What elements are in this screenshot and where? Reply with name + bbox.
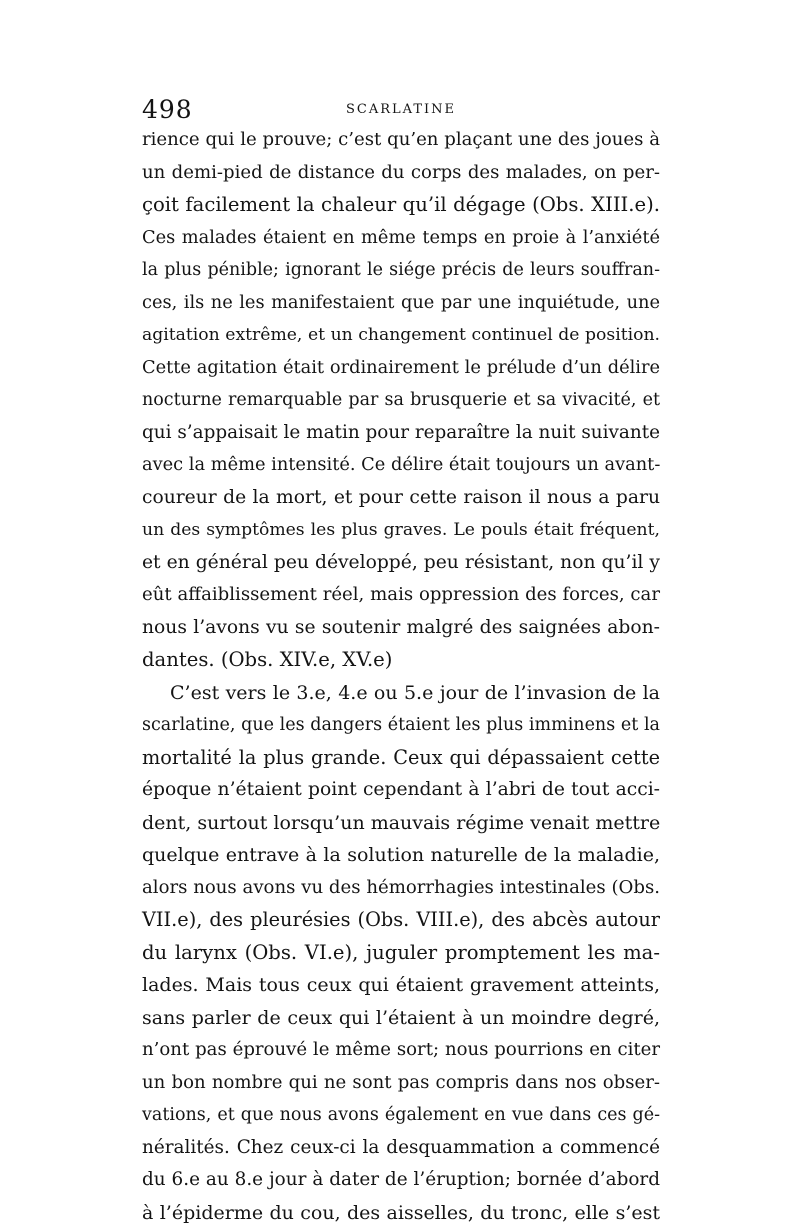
- text-line: du larynx (Obs. VI.e), juguler promptement les ma-: [142, 937, 660, 970]
- text-line: un demi-pied de distance du corps des malades, on per-: [142, 157, 660, 190]
- text-line: Ces malades étaient en même temps en proie à l’anxiété: [142, 222, 660, 255]
- text-line: agitation extrême, et un changement continuel de position.: [142, 319, 660, 352]
- body-text: [142, 124, 660, 1229]
- text-line: époque n’étaient point cependant à l’abri de tout acci-: [142, 774, 660, 807]
- text-line: dent, surtout lorsqu’un mauvais régime venait mettre: [142, 807, 660, 840]
- text-line: lades. Mais tous ceux qui étaient gravement atteints,: [142, 969, 660, 1002]
- text-line: la plus pénible; ignorant le siége précis de leurs souffran-: [142, 254, 660, 287]
- text-line: un bon nombre qui ne sont pas compris dans nos obser-: [142, 1067, 660, 1100]
- text-line: et en général peu développé, peu résistant, non qu’il y: [142, 547, 660, 580]
- running-head: SCARLATINE: [142, 100, 660, 120]
- text-line: du 6.e au 8.e jour à dater de l’éruption; bornée d’abord: [142, 1164, 660, 1197]
- text-line: nocturne remarquable par sa brusquerie et sa vivacité, et: [142, 384, 660, 417]
- text-line: un des symptômes les plus graves. Le pouls était fréquent,: [142, 514, 660, 547]
- text-line: n’ont pas éprouvé le même sort; nous pourrions en citer: [142, 1034, 660, 1067]
- text-line: sans parler de ceux qui l’étaient à un moindre degré,: [142, 1002, 660, 1035]
- text-line: avec la même intensité. Ce délire était toujours un avant-: [142, 449, 660, 482]
- text-line: quelque entrave à la solution naturelle de la maladie,: [142, 839, 660, 872]
- page-header: [142, 94, 660, 126]
- text-line: ces, ils ne les manifestaient que par une inquiétude, une: [142, 287, 660, 320]
- text-line: qui s’appaisait le matin pour reparaître la nuit suivante: [142, 417, 660, 450]
- text-line: C’est vers le 3.e, 4.e ou 5.e jour de l’invasion de la: [142, 677, 660, 710]
- text-line: VII.e), des pleurésies (Obs. VIII.e), des abcès autour: [142, 904, 660, 937]
- text-line: mortalité la plus grande. Ceux qui dépassaient cette: [142, 742, 660, 775]
- text-line: à l’épiderme du cou, des aisselles, du tronc, elle s’est: [142, 1197, 660, 1229]
- text-line: eût affaiblissement réel, mais oppression des forces, car: [142, 579, 660, 612]
- text-line: néralités. Chez ceux-ci la desquammation a commencé: [142, 1132, 660, 1165]
- text-line: dantes. (Obs. XIV.e, XV.e): [142, 644, 660, 677]
- text-line: alors nous avons vu des hémorrhagies intestinales (Obs.: [142, 872, 660, 905]
- text-line: nous l’avons vu se soutenir malgré des saignées abon-: [142, 612, 660, 645]
- text-line: coureur de la mort, et pour cette raison il nous a paru: [142, 482, 660, 515]
- text-line: vations, et que nous avons également en vue dans ces gé-: [142, 1099, 660, 1132]
- text-line: çoit facilement la chaleur qu’il dégage (Obs. XIII.e).: [142, 189, 660, 222]
- text-line: Cette agitation était ordinairement le prélude d’un délire: [142, 352, 660, 385]
- text-line: rience qui le prouve; c’est qu’en plaçant une des joues à: [142, 124, 660, 157]
- page-number: 498: [142, 94, 193, 126]
- text-line: scarlatine, que les dangers étaient les plus imminens et la: [142, 709, 660, 742]
